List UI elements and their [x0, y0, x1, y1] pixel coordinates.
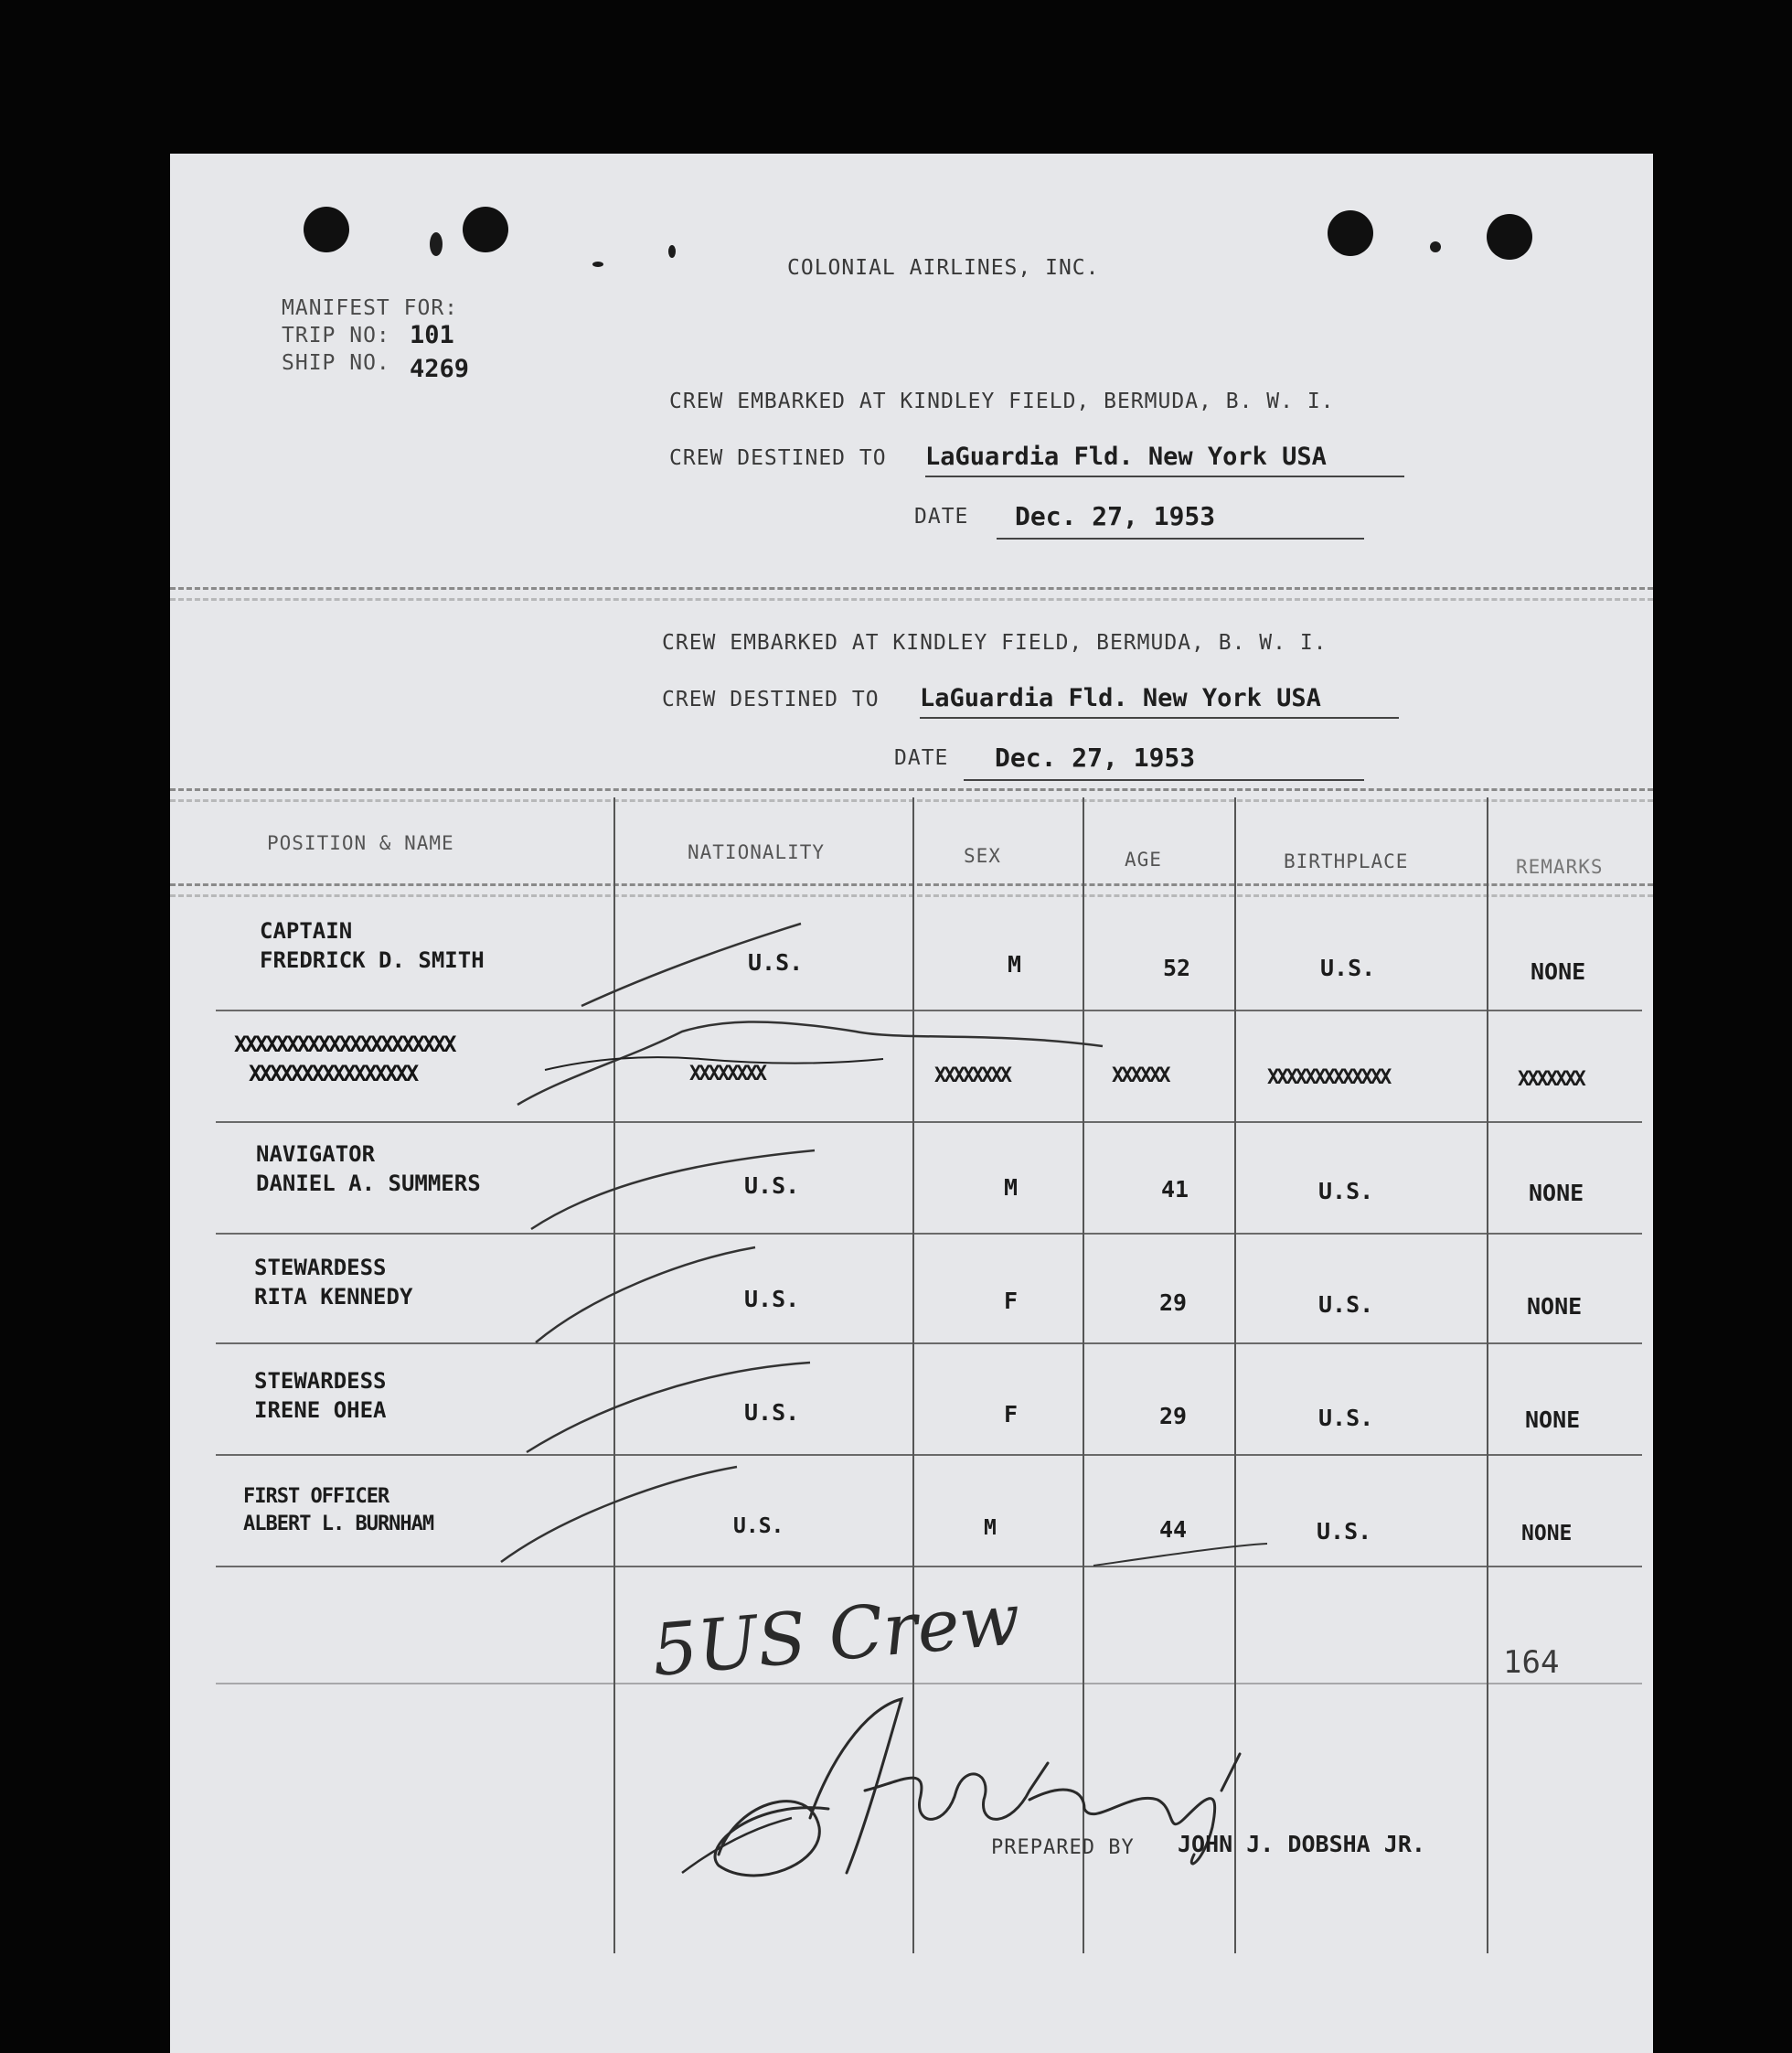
date-1: Dec. 27, 1953 [1015, 501, 1216, 531]
age: 29 [1159, 1289, 1188, 1316]
birthplace: U.S. [1318, 1178, 1374, 1204]
age: 29 [1159, 1403, 1188, 1429]
nationality: U.S. [744, 1172, 800, 1199]
name: IRENE OHEA [254, 1397, 387, 1423]
handwriting-layer [170, 154, 1653, 2053]
position: STEWARDESS [254, 1368, 387, 1394]
remarks: NONE [1525, 1406, 1581, 1433]
destined-label-2: CREW DESTINED TO [662, 688, 880, 711]
sex: F [1004, 1288, 1019, 1314]
handwritten-note: 5US Crew [648, 1578, 1024, 1693]
signature [715, 1699, 1240, 1876]
nationality: XXXXXXXX [689, 1063, 764, 1085]
age: 44 [1159, 1516, 1188, 1543]
name: FREDRICK D. SMITH [260, 947, 485, 973]
age: 41 [1161, 1176, 1189, 1203]
header-position-name: POSITION & NAME [267, 832, 454, 854]
nationality: U.S. [748, 949, 804, 976]
trip-no-label: TRIP NO: [282, 324, 390, 348]
header-birthplace: BIRTHPLACE [1284, 850, 1409, 872]
nationality: U.S. [733, 1514, 784, 1538]
header-nationality: NATIONALITY [688, 841, 826, 863]
ship-no-label: SHIP NO. [282, 351, 390, 375]
manifest-for-label: MANIFEST FOR: [282, 296, 459, 320]
position: CAPTAIN [260, 918, 353, 944]
name: ALBERT L. BURNHAM [243, 1513, 434, 1535]
destined-label-1: CREW DESTINED TO [669, 446, 887, 470]
header-age: AGE [1125, 849, 1162, 871]
sex: M [984, 1516, 997, 1540]
manifest-page [170, 154, 1653, 2053]
position: XXXXXXXXXXXXXXXXXXXXX [234, 1032, 454, 1057]
date-label-1: DATE [914, 505, 969, 529]
position: NAVIGATOR [256, 1141, 376, 1167]
nationality: U.S. [744, 1286, 800, 1312]
sex: F [1004, 1401, 1019, 1427]
remarks: NONE [1529, 1180, 1584, 1206]
remarks: NONE [1521, 1522, 1573, 1545]
sex: M [1004, 1174, 1019, 1201]
check-stroke [527, 1363, 810, 1452]
prepared-by-name: JOHN J. DOBSHA JR. [1178, 1831, 1425, 1857]
name: DANIEL A. SUMMERS [256, 1171, 481, 1196]
page-number: 164 [1503, 1644, 1560, 1681]
date-2: Dec. 27, 1953 [995, 743, 1196, 773]
position: FIRST OFFICER [243, 1485, 389, 1508]
age: 52 [1163, 955, 1191, 981]
check-stroke [531, 1150, 815, 1229]
birthplace: U.S. [1317, 1518, 1372, 1545]
sex: XXXXXXXX [934, 1064, 1009, 1087]
sex: M [1008, 951, 1022, 978]
destination-2: LaGuardia Fld. New York USA [920, 684, 1321, 712]
birthplace: XXXXXXXXXXXXX [1267, 1066, 1390, 1089]
remarks: NONE [1531, 958, 1586, 985]
birthplace: U.S. [1318, 1405, 1374, 1431]
header-sex: SEX [964, 845, 1001, 867]
embarked-line-1: CREW EMBARKED AT KINDLEY FIELD, BERMUDA, B. W. I. [669, 390, 1335, 413]
company-name: COLONIAL AIRLINES, INC. [787, 256, 1100, 280]
position: STEWARDESS [254, 1255, 387, 1280]
check-stroke [581, 924, 804, 1006]
prepared-by-label: PREPARED BY [991, 1836, 1135, 1859]
trip-no-value: 101 [410, 321, 454, 349]
name: RITA KENNEDY [254, 1284, 413, 1310]
remarks: NONE [1527, 1293, 1583, 1320]
birthplace: U.S. [1318, 1291, 1374, 1318]
nationality: U.S. [744, 1399, 800, 1426]
check-stroke [501, 1467, 737, 1562]
remarks: XXXXXXX [1518, 1068, 1584, 1091]
name: XXXXXXXXXXXXXXXX [249, 1061, 417, 1086]
embarked-line-2: CREW EMBARKED AT KINDLEY FIELD, BERMUDA, B. W. I. [662, 631, 1328, 655]
ship-no-value: 4269 [410, 355, 470, 383]
age: XXXXXX [1112, 1064, 1168, 1087]
date-label-2: DATE [894, 746, 949, 770]
check-stroke [536, 1247, 755, 1342]
birthplace: U.S. [1320, 955, 1376, 981]
check-stroke [1093, 1544, 1267, 1566]
destination-1: LaGuardia Fld. New York USA [925, 443, 1327, 471]
header-remarks: REMARKS [1516, 856, 1604, 878]
